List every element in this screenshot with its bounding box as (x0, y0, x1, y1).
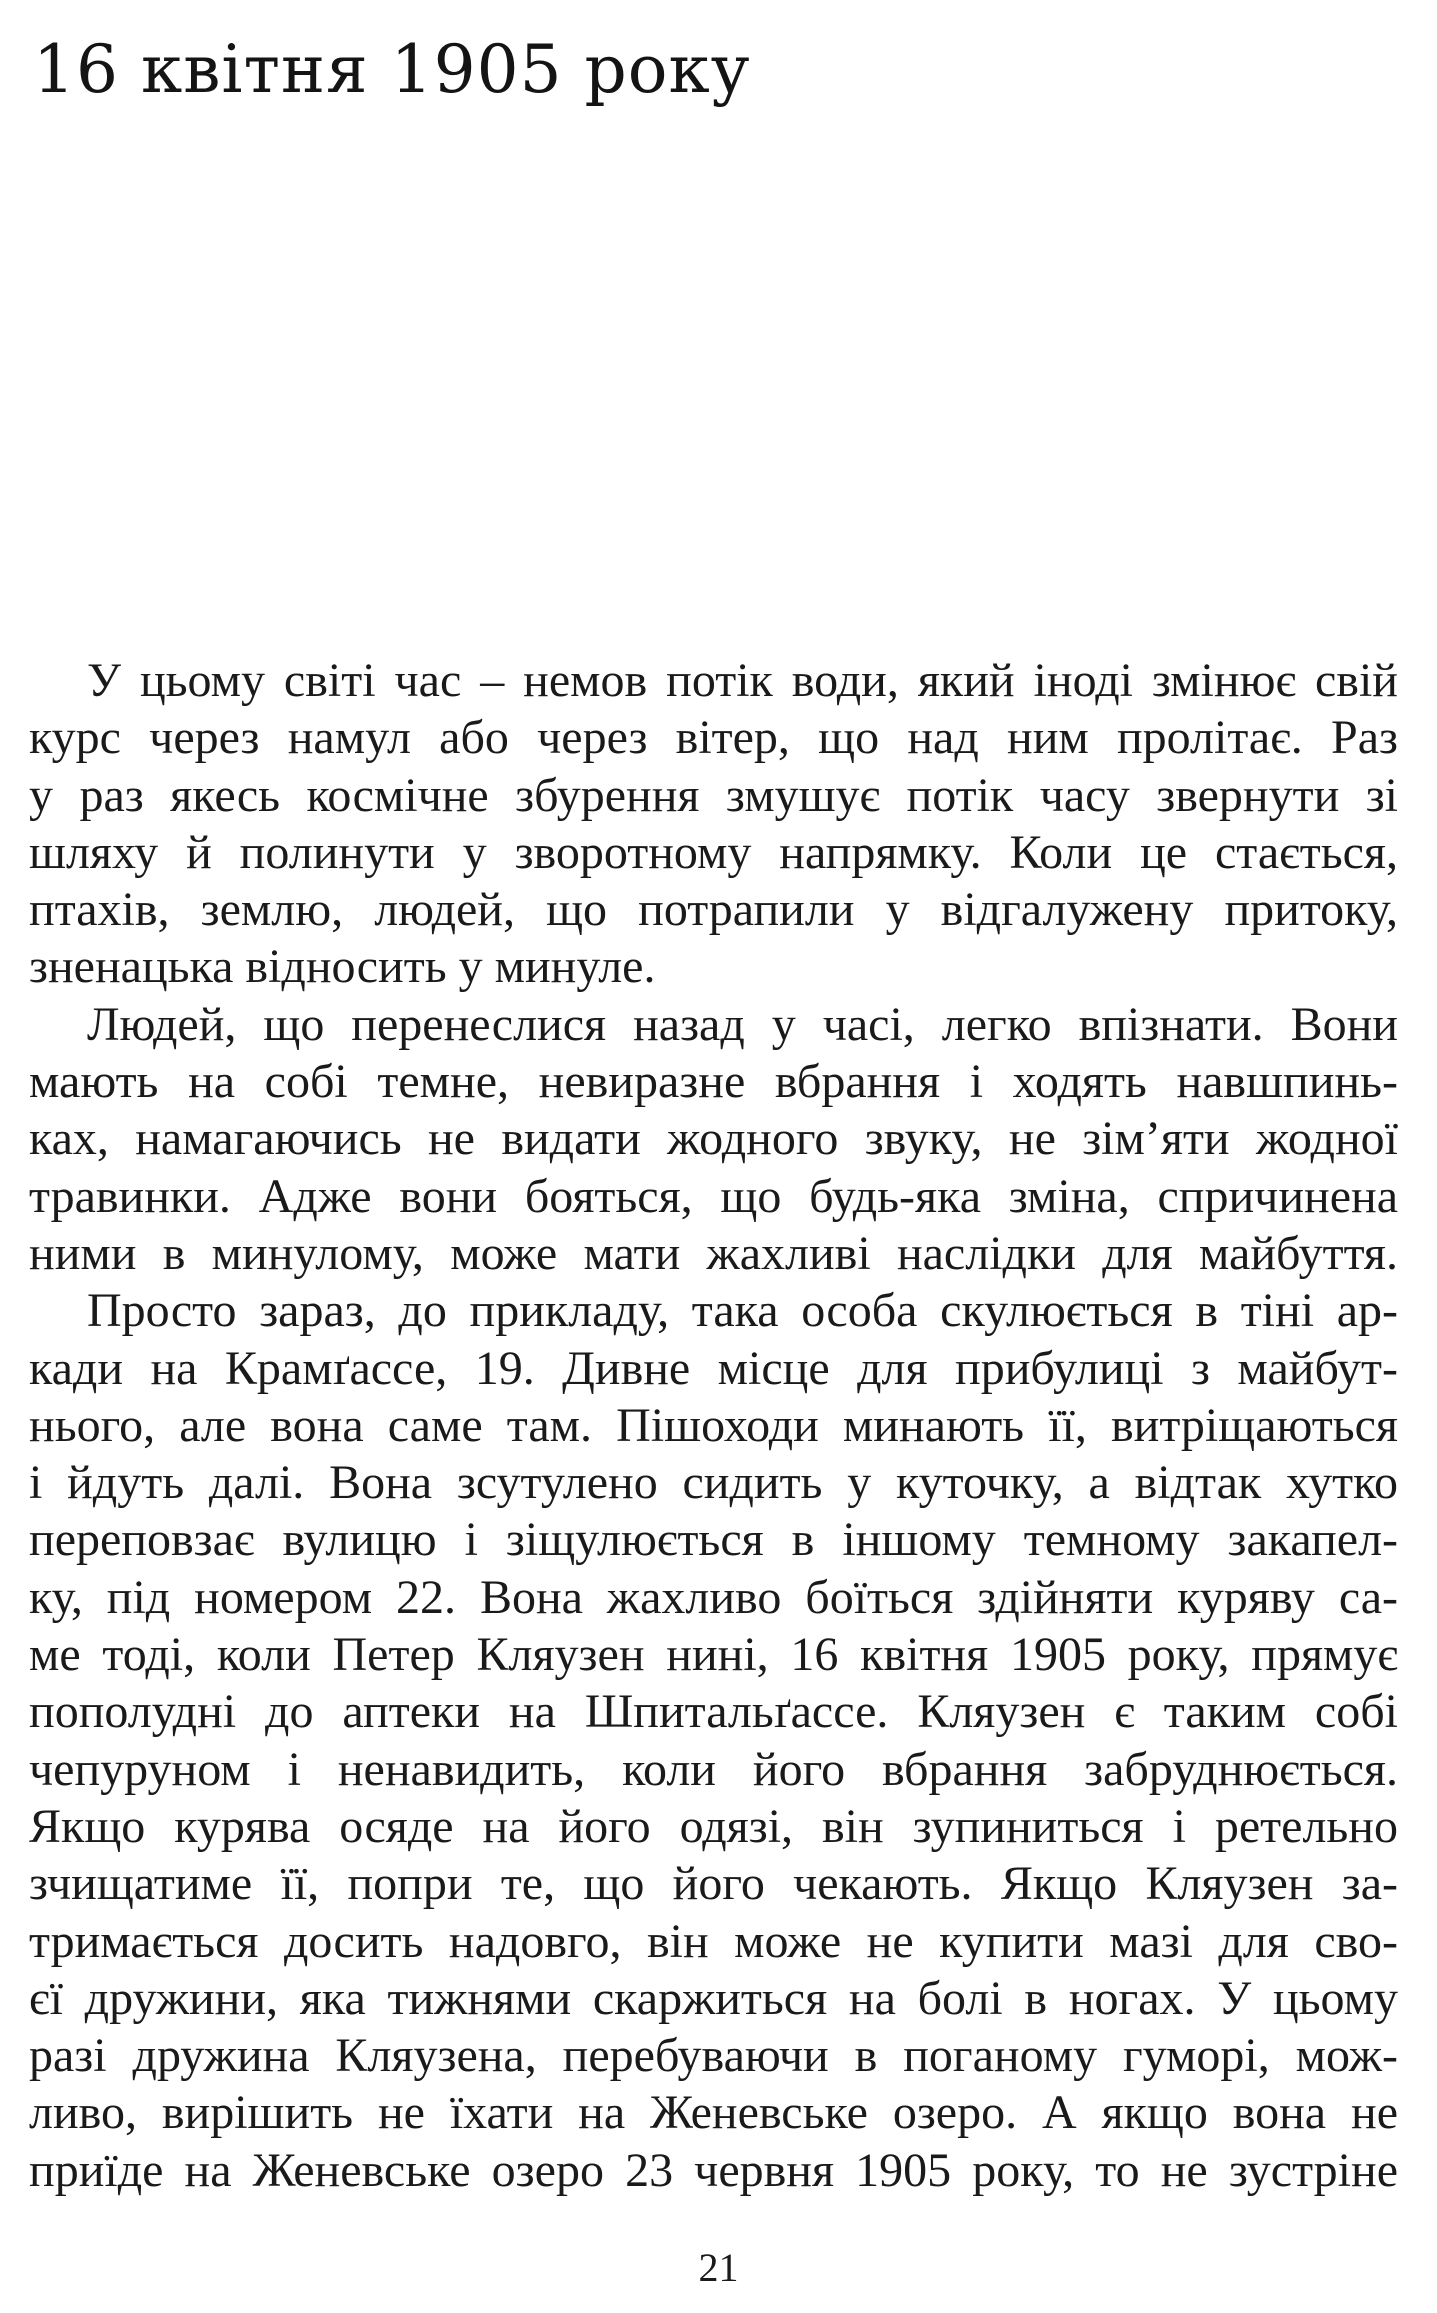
paragraph (29, 652, 1398, 996)
text-line: ку, під номером 22. Вона жахливо боїться здійняти куряву са- (29, 1570, 1398, 1624)
text-line: чепуруном і ненавидить, коли його вбрання забруднюється. (29, 1742, 1398, 1796)
text-line: У цьому світі час – немов потік води, який іноді змінює свій (87, 654, 1398, 707)
text-line: мають на собі темне, невиразне вбрання і ходять навшпинь- (29, 1055, 1398, 1109)
text-line: і йдуть далі. Вона зсутулено сидить у куточку, а відтак хутко (29, 1456, 1398, 1510)
text-line: переповзає вулицю і зіщулюється в іншому темному закапел- (29, 1513, 1398, 1567)
text-line: у раз якесь космічне збурення змушує потік часу звернути зі (29, 768, 1398, 822)
text-line: тримається досить надовго, він може не купити мазі для сво- (29, 1914, 1398, 1968)
text-line: ними в минулому, може мати жахливі наслідки для майбуття. (29, 1226, 1398, 1280)
body-text (29, 652, 1398, 2199)
text-line: шляху й полинути у зворотному напрямку. Коли це стається, (29, 825, 1398, 879)
text-line: ках, намагаючись не видати жодного звуку, не зім’яти жодної (29, 1112, 1398, 1166)
paragraph (29, 1282, 1398, 2199)
text-line: ме тоді, коли Петер Кляузен нині, 16 квітня 1905 року, прямує (29, 1628, 1398, 1682)
text-line: приїде на Женевське озеро 23 червня 1905 року, то не зустріне (29, 2143, 1398, 2197)
text-line: пополудні до аптеки на Шпитальґассе. Кляузен є таким собі (29, 1685, 1398, 1739)
chapter-title: 16 квітня 1905 року (33, 31, 751, 108)
paragraph (29, 996, 1398, 1282)
text-line: Якщо курява осяде на його одязі, він зупиниться і ретельно (29, 1799, 1398, 1853)
page-number: 21 (698, 2245, 739, 2290)
text-line: травинки. Адже вони бояться, що будь-яка зміна, спричинена (29, 1169, 1398, 1223)
text-line: зненацька відносить у минуле. (29, 940, 656, 994)
text-line: нього, але вона саме там. Пішоходи минають її, витріщаються (29, 1398, 1398, 1452)
text-line: зчищатиме її, попри те, що його чекають. Якщо Кляузен за- (29, 1857, 1398, 1911)
text-line: єї дружини, яка тижнями скаржиться на болі в ногах. У цьому (29, 1971, 1398, 2025)
text-line: Людей, що перенеслися назад у часі, легко впізнати. Вони (87, 997, 1398, 1051)
text-line: кади на Крамґассе, 19. Дивне місце для прибулиці з майбут- (29, 1341, 1398, 1395)
text-line: птахів, землю, людей, що потрапили у відгалужену притоку, (29, 883, 1398, 937)
text-line: разі дружина Кляузена, перебуваючи в поганому гуморі, мож- (29, 2029, 1398, 2083)
text-line: ливо, вирішить не їхати на Женевське озеро. А якщо вона не (29, 2086, 1398, 2140)
text-line: курс через намул або через вітер, що над ним пролітає. Раз (29, 711, 1398, 765)
text-line: Просто зараз, до прикладу, така особа скулюється в тіні ар- (87, 1284, 1398, 1338)
